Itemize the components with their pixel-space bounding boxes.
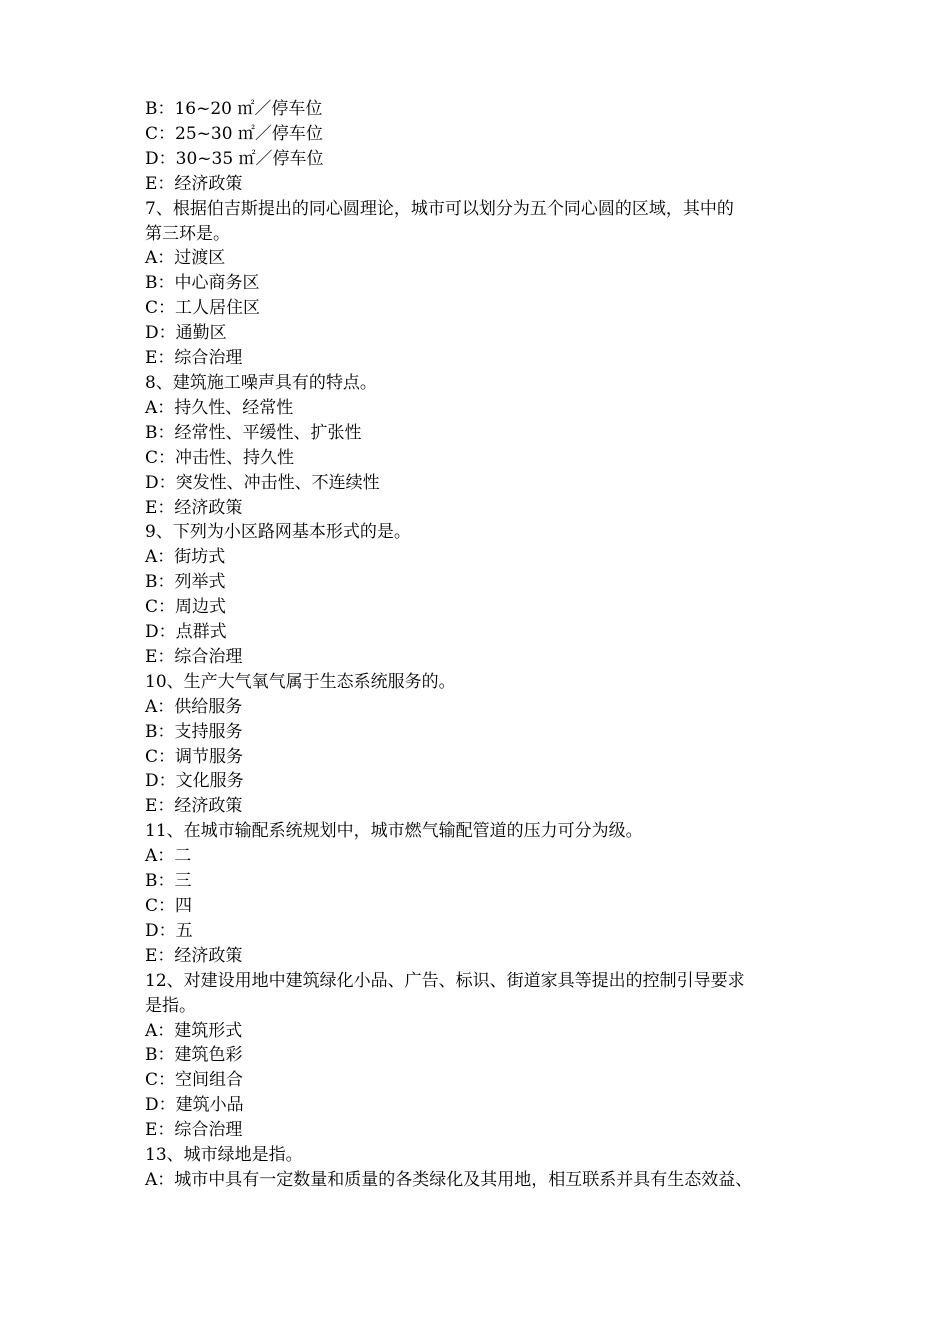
q9-option-a: A：街坊式	[145, 547, 226, 568]
q9-option-b: B：列举式	[145, 572, 226, 593]
option-e-line: E：经济政策	[145, 173, 243, 194]
option-d-line: D：30~35 ㎡／停车位	[145, 148, 324, 169]
q11-option-e: E：经济政策	[145, 945, 243, 966]
q9-option-d: D：点群式	[145, 622, 227, 643]
q11-option-c: C：四	[145, 896, 193, 916]
document-page	[145, 97, 825, 1193]
q10-option-a: A：供给服务	[145, 696, 243, 717]
option-c-line: C：25~30 ㎡／停车位	[145, 123, 323, 144]
q12-option-d: D：建筑小品	[145, 1095, 244, 1116]
q8-option-b: B：经常性、平缓性、扩张性	[145, 422, 362, 443]
q7-option-a: A：过渡区	[145, 248, 226, 269]
q7-option-e: E：综合治理	[145, 348, 243, 369]
q10-option-e: E：经济政策	[145, 796, 243, 817]
question-7-line-2: 第三环是。	[145, 223, 230, 244]
q13-option-a: A：城市中具有一定数量和质量的各类绿化及其用地，相互联系并具有生态效益、	[145, 1169, 753, 1190]
q7-option-c: C：工人居住区	[145, 298, 261, 319]
q12-option-c: C：空间组合	[145, 1070, 244, 1091]
q11-option-a: A：二	[145, 846, 192, 867]
q12-option-e: E：综合治理	[145, 1120, 243, 1141]
option-b-line: B：16~20 ㎡／停车位	[145, 99, 323, 119]
q10-option-d: D：文化服务	[145, 771, 244, 792]
question-11: 11、在城市输配系统规划中，城市燃气输配管道的压力可分为级。	[145, 821, 643, 842]
question-12-line-2: 是指。	[145, 995, 196, 1016]
question-12-line-1: 12、对建设用地中建筑绿化小品、广告、标识、街道家具等提出的控制引导要求	[145, 970, 745, 991]
q12-option-a: A：建筑形式	[145, 1020, 243, 1041]
q11-option-d: D：五	[145, 920, 193, 941]
question-9: 9、下列为小区路网基本形式的是。	[145, 522, 411, 543]
q9-option-c: C：周边式	[145, 597, 227, 618]
q8-option-c: C：冲击性、持久性	[145, 447, 295, 468]
q8-option-a: A：持久性、经常性	[145, 397, 294, 418]
q7-option-b: B：中心商务区	[145, 273, 260, 294]
q10-option-b: B：支持服务	[145, 721, 243, 742]
q9-option-e: E：综合治理	[145, 646, 243, 667]
q7-option-d: D：通勤区	[145, 323, 227, 344]
question-8: 8、建筑施工噪声具有的特点。	[145, 372, 377, 393]
question-13: 13、城市绿地是指。	[145, 1145, 303, 1166]
q8-option-e: E：经济政策	[145, 497, 243, 518]
q10-option-c: C：调节服务	[145, 746, 244, 767]
q11-option-b: B：三	[145, 871, 192, 892]
question-7-line-1: 7、根据伯吉斯提出的同心圆理论，城市可以划分为五个同心圆的区域，其中的	[145, 198, 734, 219]
q8-option-d: D：突发性、冲击性、不连续性	[145, 472, 380, 493]
question-10: 10、生产大气氧气属于生态系统服务的。	[145, 671, 456, 692]
q12-option-b: B：建筑色彩	[145, 1045, 243, 1066]
